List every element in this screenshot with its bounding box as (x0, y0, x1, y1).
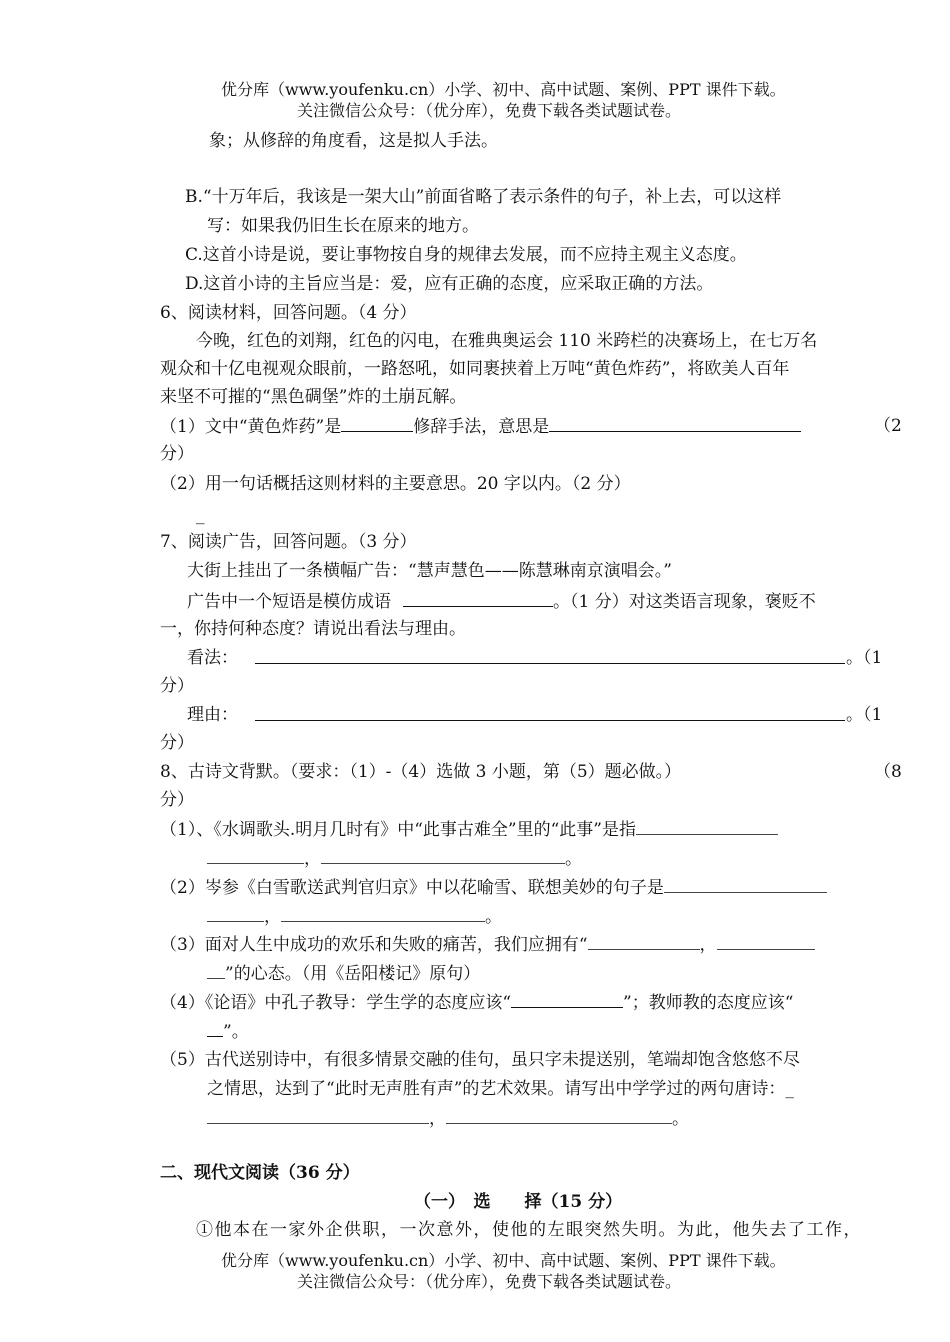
q7-idiom-blank[interactable] (403, 590, 553, 607)
q7-ad-text: 大街上挂出了一条横幅广告：“慧声慧色——陈慧琳南京演唱会。” (187, 561, 672, 581)
q8-score-a: （8 (874, 762, 902, 782)
header-line-1: 优分库（www.youfenku.cn）小学、初中、高中试题、案例、PPT 课件下载。 (221, 80, 786, 99)
q6-title: 6、阅读材料，回答问题。（4 分） (160, 303, 417, 323)
q5-option-c: C.这首小诗是说，要让事物按自身的规律去发展，而不应持主观主义态度。 (185, 245, 747, 265)
q8-item5-line3 (207, 1107, 689, 1130)
q6-passage-line1: 今晚，红色的刘翔，红色的闪电，在雅典奥运会 110 米跨栏的决赛场上，在七万名 (196, 331, 818, 351)
q8-item5-comma: ， (429, 1109, 446, 1129)
q8-item3 (160, 933, 815, 956)
q5-option-b-line2: 写：如果我仍旧生长在原来的地方。 (207, 216, 479, 236)
q6-sub1-score-a: （2 (874, 416, 902, 436)
q8-item4-end: ”。 (223, 1022, 249, 1042)
q7-view-blank[interactable] (255, 647, 845, 664)
q6-passage-line3: 来坚不可摧的“黑色碉堡”炸的土崩瓦解。 (160, 387, 467, 407)
q8-item1-blank-c[interactable] (321, 847, 565, 864)
q7-reason-tail: 。（1 (846, 705, 883, 725)
q7-view-tail: 。（1 (846, 648, 883, 668)
q6-rhetoric-blank[interactable] (341, 415, 413, 432)
q8-item3-comma: ， (699, 935, 717, 955)
q8-item1-blank-b[interactable] (207, 847, 304, 864)
q8-item5-text-b: 之情思，达到了“此时无声胜有声”的艺术效果。请写出中学学过的两句唐诗： (207, 1079, 786, 1099)
q7-reason-score: 分） (160, 733, 194, 753)
q8-item1-line2 (207, 847, 582, 870)
q5-option-b-line1: B.“十万年后，我该是一架大山”前面省略了表示条件的句子，补上去，可以这样 (185, 187, 782, 207)
q8-item2-line2 (207, 905, 502, 928)
q8-item3-blank-a[interactable] (588, 933, 700, 950)
q8-item5-line1: （5）古代送别诗中，有很多情景交融的佳句，虽只字未提送别，笔端却饱含悠悠不尽 (160, 1050, 800, 1070)
q8-item2-blank-a[interactable] (664, 876, 827, 893)
q8-score-b: 分） (160, 790, 194, 810)
q8-item4-text-a: （4）《论语》中孔子教导：学生学的态度应该“ (160, 993, 512, 1013)
q8-item2-comma: ， (264, 907, 281, 927)
q8-item3-end: ”的心态。（用《岳阳楼记》原句） (225, 964, 481, 984)
q8-item4-text-b: ”；教师教的态度应该“ (623, 993, 794, 1013)
q5-option-a-tail: 象；从修辞的角度看，这是拟人手法。 (209, 131, 498, 151)
q8-item1 (160, 818, 778, 841)
q6-sub2: （2）用一句话概括这则材料的主要意思。20 字以内。（2 分） (160, 474, 631, 494)
q8-item2-blank-b[interactable] (207, 905, 264, 922)
q6-sub1-text-a: （1）文中“黄色炸药”是 (160, 417, 342, 437)
q8-item4-line2 (207, 1020, 249, 1043)
q6-sub1-text-b: 修辞手法，意思是 (413, 417, 550, 437)
q8-item5-line2 (207, 1078, 794, 1100)
q8-item3-blank-c[interactable] (207, 962, 225, 979)
q8-item3-line2 (207, 962, 480, 985)
q7-reason-blank[interactable] (255, 704, 845, 721)
q8-item1-blank-a[interactable] (636, 818, 778, 835)
q8-item2 (160, 876, 827, 899)
footer-line-2: 关注微信公众号：（优分库），免费下载各类试题试卷。 (297, 1272, 682, 1291)
q7-question-line1 (187, 590, 816, 613)
q8-title: 8、古诗文背默。（要求：（1）-（4）选做 3 小题，第（5）题必做。） (160, 762, 682, 782)
q7-view-answer (255, 647, 845, 670)
section2-subtitle: （一） 选 择（15 分） (414, 1192, 623, 1212)
q5-option-d: D.这首小诗的主旨应当是：爱，应有正确的态度，应采取正确的方法。 (185, 274, 714, 294)
section2-title: 二、现代文阅读（36 分） (160, 1163, 360, 1183)
q8-item2-text: （2）岑参《白雪歌送武判官归京》中以花喻雪、联想美妙的句子是 (160, 878, 664, 898)
q8-item4-blank-a[interactable] (511, 991, 623, 1008)
q7-title: 7、阅读广告，回答问题。（3 分） (160, 532, 417, 552)
q8-item2-blank-c[interactable] (281, 905, 485, 922)
q7-reason-answer (255, 704, 845, 727)
q6-summary-blank[interactable]: _ (196, 505, 205, 525)
q8-item3-blank-b[interactable] (717, 933, 815, 950)
q8-item2-end: 。 (485, 907, 502, 927)
footer-line-1: 优分库（www.youfenku.cn）小学、初中、高中试题、案例、PPT 课件下载。 (221, 1251, 786, 1270)
q7-view-label: 看法： (187, 648, 238, 668)
q8-item5-blank-c[interactable] (446, 1107, 672, 1124)
q8-item4-blank-b[interactable] (207, 1020, 223, 1037)
q8-item1-text: （1）、《水调歌头.明月几时有》中“此事古难全”里的“此事”是指 (160, 820, 636, 840)
q8-item4 (160, 991, 793, 1014)
q8-item5-end: 。 (672, 1109, 689, 1129)
q8-item1-comma: ， (304, 849, 321, 869)
q8-item5-blank-b[interactable] (207, 1107, 429, 1124)
q7-view-score: 分） (160, 676, 194, 696)
q7-reason-label: 理由： (187, 705, 238, 725)
q7-question-line2: 一，你持何种态度？请说出看法与理由。 (160, 619, 466, 639)
q6-passage-line2: 观众和十亿电视观众眼前，一路怒吼，如同裹挟着上万吨“黄色炸药”，将欧美人百年 (160, 359, 790, 379)
q8-item3-text: （3）面对人生中成功的欢乐和失败的痛苦，我们应拥有“ (160, 935, 588, 955)
q6-meaning-blank[interactable] (549, 415, 801, 432)
q7-question-text-b: 。（1 分）对这类语言现象，褒贬不 (553, 592, 816, 612)
header-line-2: 关注微信公众号：（优分库），免费下载各类试题试卷。 (297, 101, 682, 120)
q8-item5-blank-a[interactable]: _ (785, 1079, 794, 1099)
q6-sub1 (160, 415, 801, 438)
q7-question-text-a: 广告中一个短语是模仿成语 (187, 592, 391, 612)
q8-item1-end: 。 (565, 849, 582, 869)
q6-sub1-score-b: 分） (160, 444, 194, 464)
section2-paragraph-1: ①他本在一家外企供职，一次意外，使他的左眼突然失明。为此，他失去了工作， (196, 1220, 862, 1240)
